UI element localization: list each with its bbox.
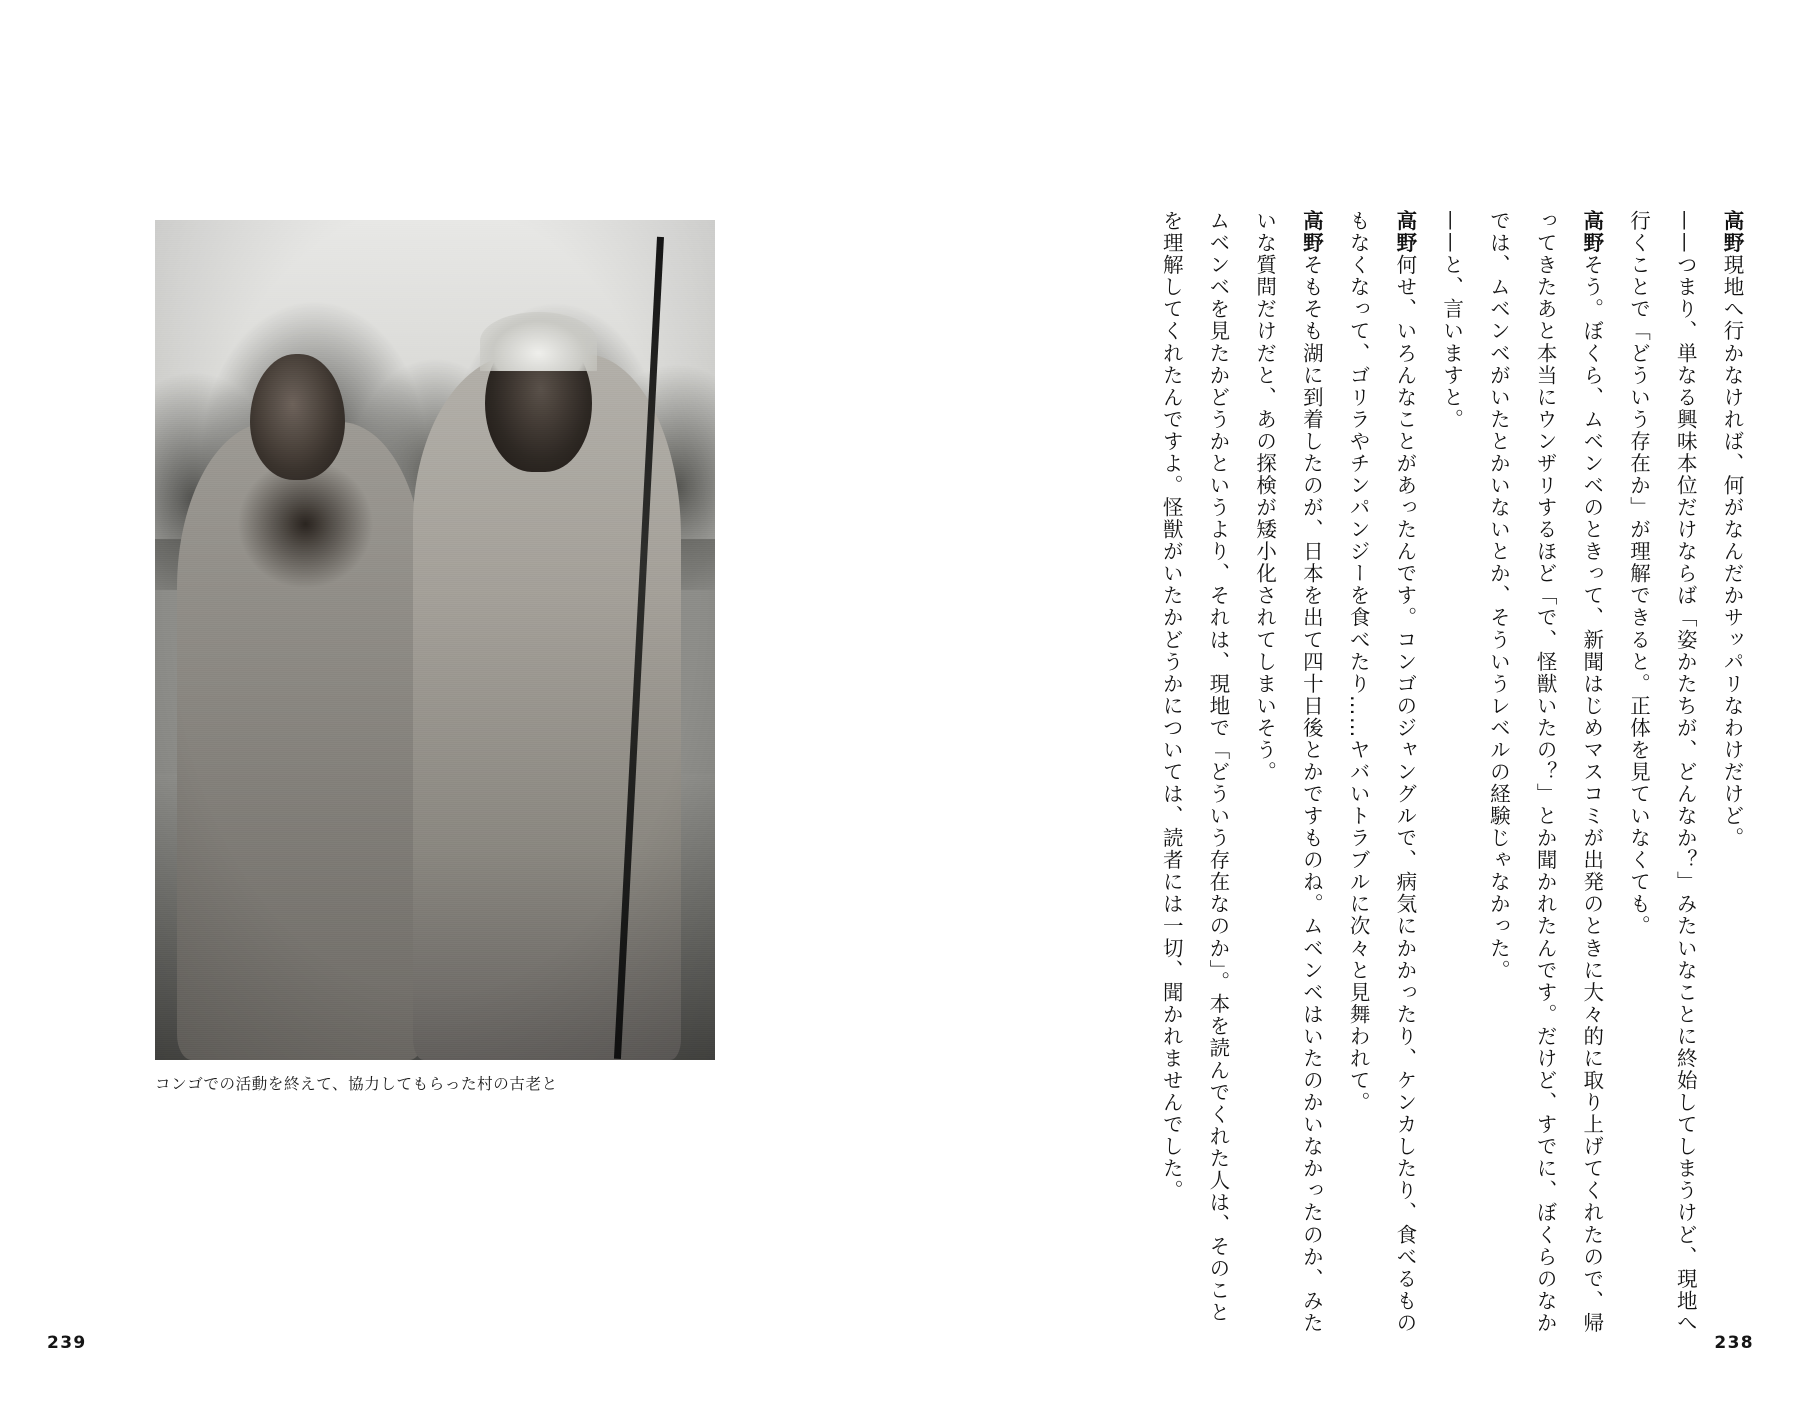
photo-grain: [155, 220, 715, 1060]
left-page: [0, 0, 900, 1401]
paragraph-3: [1475, 210, 1615, 1340]
page-number-left: 239: [47, 1333, 87, 1353]
speaker-label-5: 高野: [1392, 210, 1417, 255]
speaker-label-6: 高野: [1299, 210, 1324, 255]
speaker-label-3: 高野: [1579, 210, 1604, 255]
right-page: [900, 0, 1801, 1401]
paragraph-6: [1241, 210, 1334, 1340]
paragraph-5: [1334, 210, 1427, 1340]
photo-caption: コンゴでの活動を終えて、協力してもらった村の古老と: [155, 1075, 558, 1093]
paragraph-text-7: ムベンベを見たかどうかというより、それは、現地で「どういう存在なのか」。本を読んでくれた人は、そのことを理解してくれたんですよ。怪獣がいたかどうかについては、読者には一切、聞かれませんでした。: [1159, 210, 1230, 1324]
paragraph-1: [1708, 210, 1755, 1340]
paragraph-text-1: 現地へ行かなければ、何がなんだかサッパリなわけだけど。: [1720, 254, 1744, 850]
paragraph-text-2: ——つまり、単なる興味本位だけならば「姿かたちが、どんなか？」みたいなことに終始してしまうけど、現地へ行くことで「どういう存在か」が理解できると。正体を見ていなくても。: [1626, 210, 1698, 1334]
speaker-label-1: 高野: [1720, 210, 1744, 255]
page-number-right: 238: [1714, 1333, 1754, 1353]
paragraph-text-6: そもそも湖に到着したのが、日本を出て四十日後とかですものね。ムベンベはいたのかいなかったのか、みたいな質問だけだと、あの探検が矮小化されてしまいそう。: [1252, 210, 1324, 1334]
paragraph-2: [1615, 210, 1708, 1340]
paragraph-7: [1147, 210, 1240, 1340]
paragraph-text-3: そう。ぼくら、ムベンベのときって、新聞はじめマスコミが出発のときに大々的に取り上げてくれたので、帰ってきたあと本当にウンザリするほど「で、怪獣いたの？」とか聞かれたんです。だけど、すでに、ぼくらのなかでは、ムベンベがいたとかいないとか、そういうレベルの経験じゃなかった。: [1486, 210, 1604, 1334]
paragraph-4: [1428, 210, 1475, 1340]
vertical-text-body: [955, 210, 1755, 1340]
photo-congo-elder: [155, 220, 715, 1060]
paragraph-text-5: 何せ、いろんなことがあったんです。コンゴのジャングルで、病気にかかったり、ケンカしたり、食べるものもなくなって、ゴリラやチンパンジーを食べたり……ヤバいトラブルに次々と見舞われて。: [1346, 210, 1417, 1334]
paragraph-text-4: ——と、言いますと。: [1439, 210, 1464, 431]
